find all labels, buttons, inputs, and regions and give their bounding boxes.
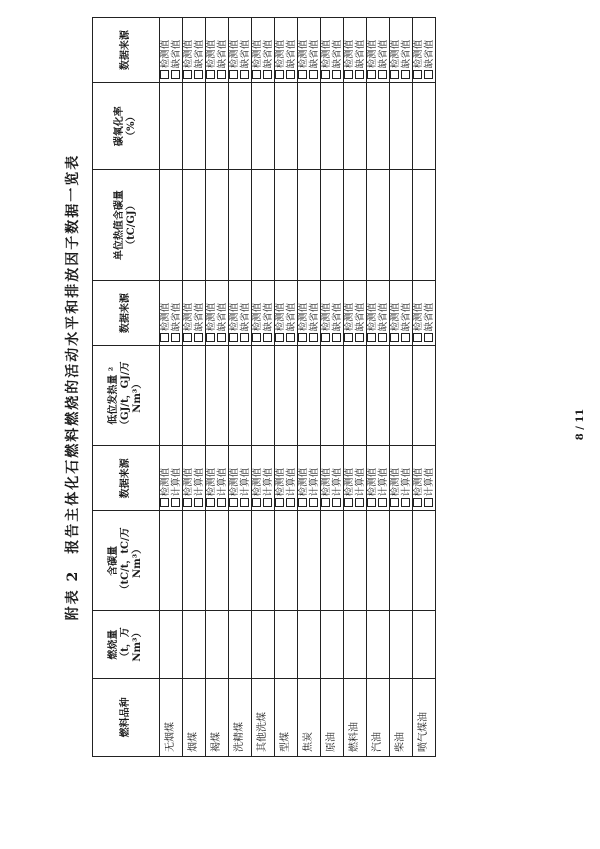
carbon-cell[interactable] [344,511,367,611]
table-row [298,18,321,757]
carbon-content-cell[interactable] [344,170,367,281]
consumption-cell[interactable] [413,611,436,678]
table-row [206,18,229,757]
checkbox[interactable] [229,333,238,342]
checkbox[interactable] [194,70,203,79]
checkbox[interactable] [321,70,330,79]
option-measured[interactable]: 检测值 [183,449,194,507]
table-row [321,18,344,757]
source-cell-3 [344,18,367,83]
option-measured[interactable]: 检测值 [367,21,378,79]
consumption-cell[interactable] [275,611,298,678]
source-cell-3 [275,18,298,83]
checkbox[interactable] [263,333,272,342]
consumption-cell[interactable] [183,611,206,678]
ncv-cell[interactable] [321,346,344,446]
checkbox[interactable] [344,498,353,507]
option-measured[interactable]: 检测值 [206,21,217,79]
consumption-cell[interactable] [298,611,321,678]
checkbox[interactable] [263,498,272,507]
option-measured[interactable]: 检测值 [183,21,194,79]
checkbox[interactable] [332,498,341,507]
option-default[interactable]: 缺省值 [401,21,412,79]
option-default[interactable]: 缺省值 [171,284,182,342]
carbon-cell[interactable] [229,511,252,611]
checkbox[interactable] [160,498,169,507]
oxidation-cell[interactable] [344,83,367,170]
checkbox[interactable] [355,333,364,342]
checkbox[interactable] [355,498,364,507]
fuel-name: 烟煤 [183,678,206,756]
source-cell-1 [390,446,413,511]
source-cell-2 [183,281,206,346]
source-cell-3 [298,18,321,83]
fuel-name: 焦炭 [298,678,321,756]
option-measured[interactable]: 检测值 [252,284,263,342]
option-measured[interactable]: 检测值 [160,21,171,79]
option-default[interactable]: 缺省值 [171,21,182,79]
option-calculated[interactable]: 计算值 [240,449,251,507]
checkbox[interactable] [275,70,284,79]
option-measured[interactable]: 检测值 [367,284,378,342]
option-measured[interactable]: 检测值 [413,284,424,342]
source-cell-2 [160,281,183,346]
option-default[interactable]: 缺省值 [263,21,274,79]
option-calculated[interactable]: 计算值 [217,449,228,507]
option-measured[interactable]: 检测值 [252,449,263,507]
fuel-name: 喷气煤油 [413,678,436,756]
header-carbon: 含碳量 （tC/t，tC/万 Nm³） [93,511,160,611]
fuel-name: 褐煤 [206,678,229,756]
source-cell-1 [160,446,183,511]
option-measured[interactable]: 检测值 [183,284,194,342]
checkbox[interactable] [263,70,272,79]
carbon-content-cell[interactable] [229,170,252,281]
option-calculated[interactable]: 计算值 [355,449,366,507]
source-cell-3 [160,18,183,83]
ncv-cell[interactable] [252,346,275,446]
fuel-name: 柴油 [390,678,413,756]
carbon-cell[interactable] [252,511,275,611]
checkbox[interactable] [275,498,284,507]
source-cell-2 [229,281,252,346]
ncv-cell[interactable] [275,346,298,446]
option-measured[interactable]: 检测值 [344,21,355,79]
table-row [252,18,275,757]
ncv-cell[interactable] [298,346,321,446]
checkbox[interactable] [321,333,330,342]
checkbox[interactable] [298,498,307,507]
option-measured[interactable]: 检测值 [275,449,286,507]
checkbox[interactable] [252,333,261,342]
carbon-content-cell[interactable] [298,170,321,281]
option-measured[interactable]: 检测值 [413,449,424,507]
checkbox[interactable] [240,333,249,342]
checkbox[interactable] [309,70,318,79]
source-cell-2 [321,281,344,346]
option-measured[interactable]: 检测值 [344,449,355,507]
fuel-name: 洗精煤 [229,678,252,756]
checkbox[interactable] [401,70,410,79]
checkbox[interactable] [206,498,215,507]
source-cell-2 [390,281,413,346]
source-cell-1 [298,446,321,511]
checkbox[interactable] [217,498,226,507]
ncv-cell[interactable] [183,346,206,446]
carbon-cell[interactable] [206,511,229,611]
option-default[interactable]: 缺省值 [378,21,389,79]
fuel-name: 燃料油 [344,678,367,756]
table-row [183,18,206,757]
option-measured[interactable]: 检测值 [229,21,240,79]
carbon-cell[interactable] [275,511,298,611]
consumption-cell[interactable] [206,611,229,678]
source-cell-1 [367,446,390,511]
source-cell-2 [413,281,436,346]
carbon-content-cell[interactable] [413,170,436,281]
option-default[interactable]: 缺省值 [309,21,320,79]
checkbox[interactable] [424,498,433,507]
oxidation-cell[interactable] [160,83,183,170]
source-cell-3 [206,18,229,83]
oxidation-cell[interactable] [183,83,206,170]
table-row [229,18,252,757]
oxidation-cell[interactable] [252,83,275,170]
header-fuel: 燃料品种 [93,678,160,756]
checkbox[interactable] [286,333,295,342]
checkbox[interactable] [367,70,376,79]
carbon-content-cell[interactable] [183,170,206,281]
checkbox[interactable] [252,70,261,79]
table-row [344,18,367,757]
option-default[interactable]: 缺省值 [286,284,297,342]
consumption-cell[interactable] [344,611,367,678]
fuel-data-table [92,17,436,757]
checkbox[interactable] [378,333,387,342]
option-measured[interactable]: 检测值 [229,449,240,507]
checkbox[interactable] [344,70,353,79]
table-row [160,18,183,757]
fuel-name: 其他洗煤 [252,678,275,756]
option-calculated[interactable]: 计算值 [171,449,182,507]
checkbox[interactable] [332,333,341,342]
option-measured[interactable]: 检测值 [413,21,424,79]
option-calculated[interactable]: 计算值 [286,449,297,507]
carbon-content-cell[interactable] [367,170,390,281]
source-cell-1 [413,446,436,511]
source-cell-3 [252,18,275,83]
option-measured[interactable]: 检测值 [229,284,240,342]
ncv-cell[interactable] [160,346,183,446]
option-default[interactable]: 缺省值 [286,21,297,79]
carbon-content-cell[interactable] [275,170,298,281]
option-measured[interactable]: 检测值 [298,449,309,507]
checkbox[interactable] [160,70,169,79]
fuel-name: 型煤 [275,678,298,756]
header-source-1: 数据来源 [93,446,160,511]
option-default[interactable]: 缺省值 [332,21,343,79]
source-cell-2 [252,281,275,346]
fuel-name: 汽油 [367,678,390,756]
option-default[interactable]: 缺省值 [217,21,228,79]
option-default[interactable]: 缺省值 [240,21,251,79]
source-cell-3 [229,18,252,83]
checkbox[interactable] [298,333,307,342]
option-measured[interactable]: 检测值 [390,449,401,507]
header-ncv: 低位发热量 ² （GJ/t，GJ/万 Nm³） [93,346,160,446]
source-cell-3 [183,18,206,83]
carbon-content-cell[interactable] [321,170,344,281]
option-measured[interactable]: 检测值 [321,21,332,79]
checkbox[interactable] [206,70,215,79]
option-calculated[interactable]: 计算值 [263,449,274,507]
consumption-cell[interactable] [367,611,390,678]
oxidation-cell[interactable] [413,83,436,170]
carbon-content-cell[interactable] [160,170,183,281]
checkbox[interactable] [183,498,192,507]
checkbox[interactable] [217,333,226,342]
carbon-cell[interactable] [160,511,183,611]
checkbox[interactable] [390,70,399,79]
checkbox[interactable] [367,333,376,342]
option-default[interactable]: 缺省值 [355,21,366,79]
fuel-name: 无烟煤 [160,678,183,756]
oxidation-cell[interactable] [390,83,413,170]
option-calculated[interactable]: 计算值 [378,449,389,507]
option-measured[interactable]: 检测值 [206,284,217,342]
option-calculated[interactable]: 计算值 [401,449,412,507]
ncv-cell[interactable] [206,346,229,446]
oxidation-cell[interactable] [275,83,298,170]
page-number: 8 / 11 [575,408,586,441]
checkbox[interactable] [390,498,399,507]
checkbox[interactable] [378,70,387,79]
checkbox[interactable] [183,70,192,79]
checkbox[interactable] [309,333,318,342]
option-measured[interactable]: 检测值 [390,21,401,79]
header-consumption: 燃烧量 （t，万 Nm³） [93,611,160,678]
checkbox[interactable] [378,498,387,507]
source-cell-1 [229,446,252,511]
option-default[interactable]: 缺省值 [263,284,274,342]
option-measured[interactable]: 检测值 [298,21,309,79]
option-calculated[interactable]: 计算值 [309,449,320,507]
option-default[interactable]: 缺省值 [355,284,366,342]
checkbox[interactable] [240,70,249,79]
source-cell-3 [413,18,436,83]
option-measured[interactable]: 检测值 [390,284,401,342]
checkbox[interactable] [424,333,433,342]
checkbox[interactable] [413,498,422,507]
checkbox[interactable] [160,333,169,342]
consumption-cell[interactable] [160,611,183,678]
carbon-content-cell[interactable] [252,170,275,281]
option-measured[interactable]: 检测值 [344,284,355,342]
option-measured[interactable]: 检测值 [321,449,332,507]
ncv-cell[interactable] [413,346,436,446]
source-cell-2 [206,281,229,346]
source-cell-1 [321,446,344,511]
checkbox[interactable] [229,70,238,79]
checkbox[interactable] [332,70,341,79]
checkbox[interactable] [401,498,410,507]
checkbox[interactable] [229,498,238,507]
option-default[interactable]: 缺省值 [194,21,205,79]
option-measured[interactable]: 检测值 [298,284,309,342]
carbon-cell[interactable] [183,511,206,611]
table-row [275,18,298,757]
option-measured[interactable]: 检测值 [206,449,217,507]
option-calculated[interactable]: 计算值 [332,449,343,507]
checkbox[interactable] [413,70,422,79]
option-default[interactable]: 缺省值 [332,284,343,342]
checkbox[interactable] [171,70,180,79]
checkbox[interactable] [309,498,318,507]
header-source-3: 数据来源 [93,18,160,83]
page-title: 附表 2 报告主体化石燃料燃烧的活动水平和排放因子数据一览表 [65,153,81,621]
oxidation-cell[interactable] [367,83,390,170]
source-cell-2 [298,281,321,346]
carbon-cell[interactable] [413,511,436,611]
checkbox[interactable] [194,333,203,342]
table-row [390,18,413,757]
option-default[interactable]: 缺省值 [240,284,251,342]
option-measured[interactable]: 检测值 [321,284,332,342]
source-cell-1 [252,446,275,511]
oxidation-cell[interactable] [298,83,321,170]
source-cell-2 [275,281,298,346]
source-cell-1 [275,446,298,511]
checkbox[interactable] [298,70,307,79]
carbon-content-cell[interactable] [206,170,229,281]
ncv-cell[interactable] [390,346,413,446]
ncv-cell[interactable] [367,346,390,446]
ncv-cell[interactable] [344,346,367,446]
header-source-2: 数据来源 [93,281,160,346]
table-row [367,18,390,757]
checkbox[interactable] [171,498,180,507]
consumption-cell[interactable] [390,611,413,678]
option-measured[interactable]: 检测值 [160,449,171,507]
consumption-cell[interactable] [229,611,252,678]
option-calculated[interactable]: 计算值 [424,449,435,507]
source-cell-1 [206,446,229,511]
option-default[interactable]: 缺省值 [378,284,389,342]
oxidation-cell[interactable] [229,83,252,170]
checkbox[interactable] [275,333,284,342]
checkbox[interactable] [217,70,226,79]
oxidation-cell[interactable] [206,83,229,170]
checkbox[interactable] [390,333,399,342]
checkbox[interactable] [240,498,249,507]
source-cell-1 [344,446,367,511]
table-row [413,18,436,757]
carbon-content-cell[interactable] [390,170,413,281]
checkbox[interactable] [344,333,353,342]
source-cell-3 [321,18,344,83]
checkbox[interactable] [206,333,215,342]
carbon-cell[interactable] [298,511,321,611]
fuel-name: 原油 [321,678,344,756]
checkbox[interactable] [367,498,376,507]
option-measured[interactable]: 检测值 [367,449,378,507]
option-calculated[interactable]: 计算值 [194,449,205,507]
checkbox[interactable] [355,70,364,79]
option-default[interactable]: 缺省值 [217,284,228,342]
source-cell-3 [390,18,413,83]
option-measured[interactable]: 检测值 [275,21,286,79]
consumption-cell[interactable] [321,611,344,678]
consumption-cell[interactable] [252,611,275,678]
option-default[interactable]: 缺省值 [194,284,205,342]
option-default[interactable]: 缺省值 [424,284,435,342]
checkbox[interactable] [286,70,295,79]
checkbox[interactable] [413,333,422,342]
checkbox[interactable] [171,333,180,342]
carbon-cell[interactable] [367,511,390,611]
header-oxidation: 碳氧化率 （%） [93,83,160,170]
option-default[interactable]: 缺省值 [401,284,412,342]
option-measured[interactable]: 检测值 [275,284,286,342]
oxidation-cell[interactable] [321,83,344,170]
option-measured[interactable]: 检测值 [252,21,263,79]
option-default[interactable]: 缺省值 [309,284,320,342]
ncv-cell[interactable] [229,346,252,446]
source-cell-2 [367,281,390,346]
checkbox[interactable] [321,498,330,507]
header-carbon-content: 单位热值含碳量 （tC/GJ） [93,170,160,281]
option-measured[interactable]: 检测值 [160,284,171,342]
checkbox[interactable] [286,498,295,507]
checkbox[interactable] [401,333,410,342]
checkbox[interactable] [252,498,261,507]
carbon-cell[interactable] [390,511,413,611]
checkbox[interactable] [424,70,433,79]
source-cell-2 [344,281,367,346]
header-row [93,18,160,757]
source-cell-1 [183,446,206,511]
source-cell-3 [367,18,390,83]
option-default[interactable]: 缺省值 [424,21,435,79]
checkbox[interactable] [183,333,192,342]
checkbox[interactable] [194,498,203,507]
carbon-cell[interactable] [321,511,344,611]
